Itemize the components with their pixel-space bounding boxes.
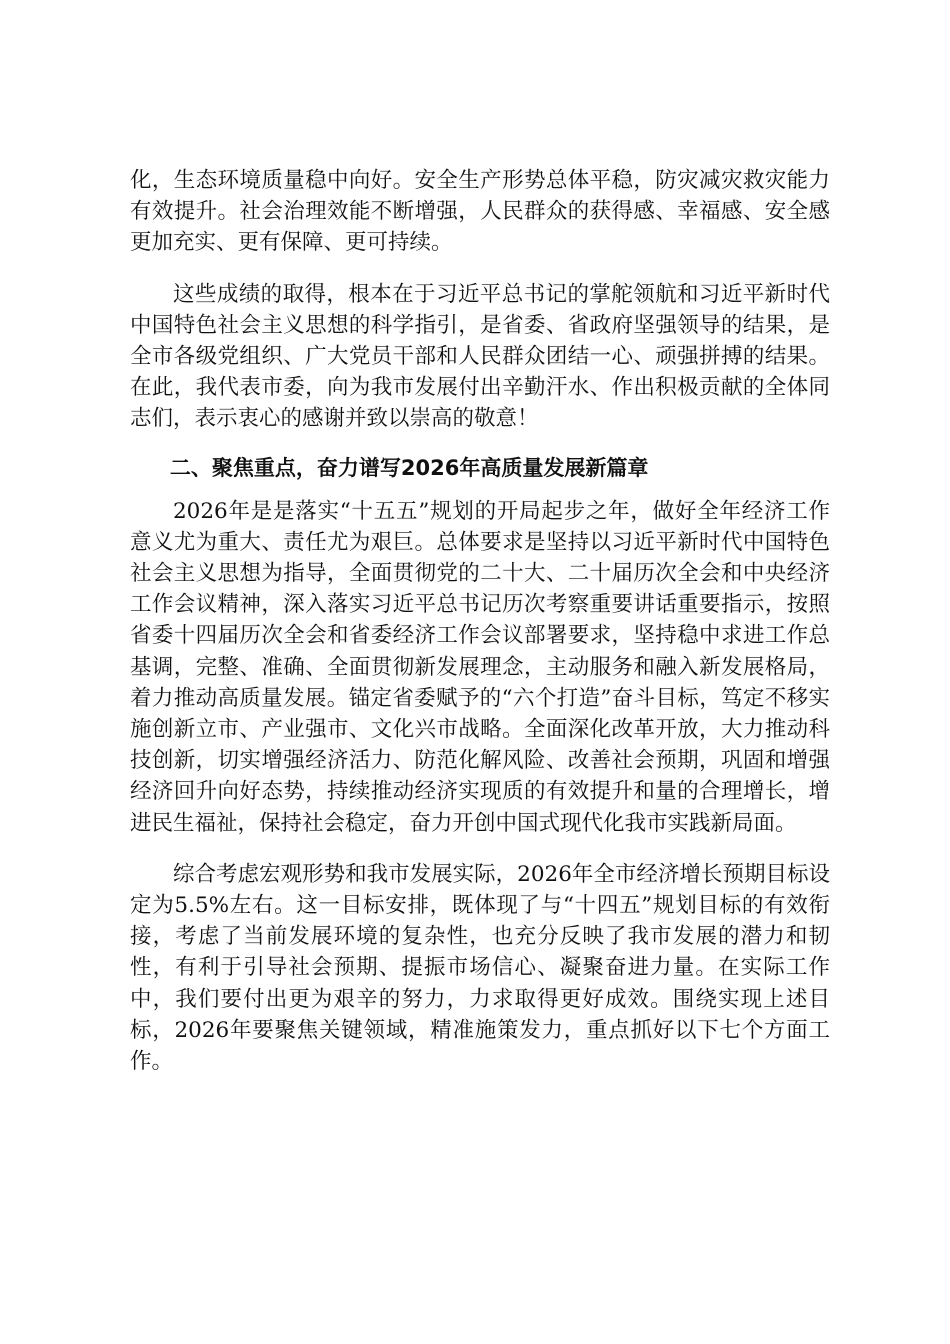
document-page xyxy=(130,165,830,1077)
paragraph-growth-target: 综合考虑宏观形势和我市发展实际，2026年全市经济增长预期目标设定为5.5%左右。这一目标安排，既体现了与“十四五”规划目标的有效衔接，考虑了当前发展环境的复杂性，也充分反映了我市发展的潜力和韧性，有利于引导社会预期、提振市场信心、凝聚奋进力量。在实际工作中，我们要付出更为艰辛的努力，力求取得更好成效。围绕实现上述目标，2026年要聚焦关键领域，精准施策发力，重点抓好以下七个方面工作。 xyxy=(130,861,830,1075)
paragraph-general-requirements: 2026年是是落实“十五五”规划的开局起步之年，做好全年经济工作意义尤为重大、责任尤为艰巨。总体要求是坚持以习近平新时代中国特色社会主义思想为指导，全面贯彻党的二十大、二十届历次全会和中央经济工作会议精神，深入落实习近平总书记历次考察重要讲话重要指示，按照省委十四届历次全会和省委经济工作会议部署要求，坚持稳中求进工作总基调，完整、准确、全面贯彻新发展理念，主动服务和融入新发展格局，着力推动高质量发展。锚定省委赋予的“六个打造”奋斗目标，笃定不移实施创新立市、产业强市、文化兴市战略。全面深化改革开放，大力推动科技创新，切实增强经济活力、防范化解风险、改善社会预期，巩固和增强经济回升向好态势，持续推动经济实现质的有效提升和量的合理增长，增进民生福祉，保持社会稳定，奋力开创中国式现代化我市实践新局面。 xyxy=(130,498,830,836)
section-heading: 二、聚焦重点，奋力谱写2026年高质量发展新篇章 xyxy=(169,455,649,480)
paragraph-achievements: 这些成绩的取得，根本在于习近平总书记的掌舵领航和习近平新时代中国特色社会主义思想的科学指引，是省委、省政府坚强领导的结果，是全市各级党组织、广大党员干部和人民群众团结一心、顽强拼搏的结果。在此，我代表市委，向为我市发展付出辛勤汗水、作出积极贡献的全体同志们，表示衷心的感谢并致以崇高的敬意！ xyxy=(130,281,830,432)
paragraph-continuation: 化，生态环境质量稳中向好。安全生产形势总体平稳，防灾减灾救灾能力有效提升。社会治理效能不断增强，人民群众的获得感、幸福感、安全感更加充实、更有保障、更可持续。 xyxy=(130,168,830,256)
